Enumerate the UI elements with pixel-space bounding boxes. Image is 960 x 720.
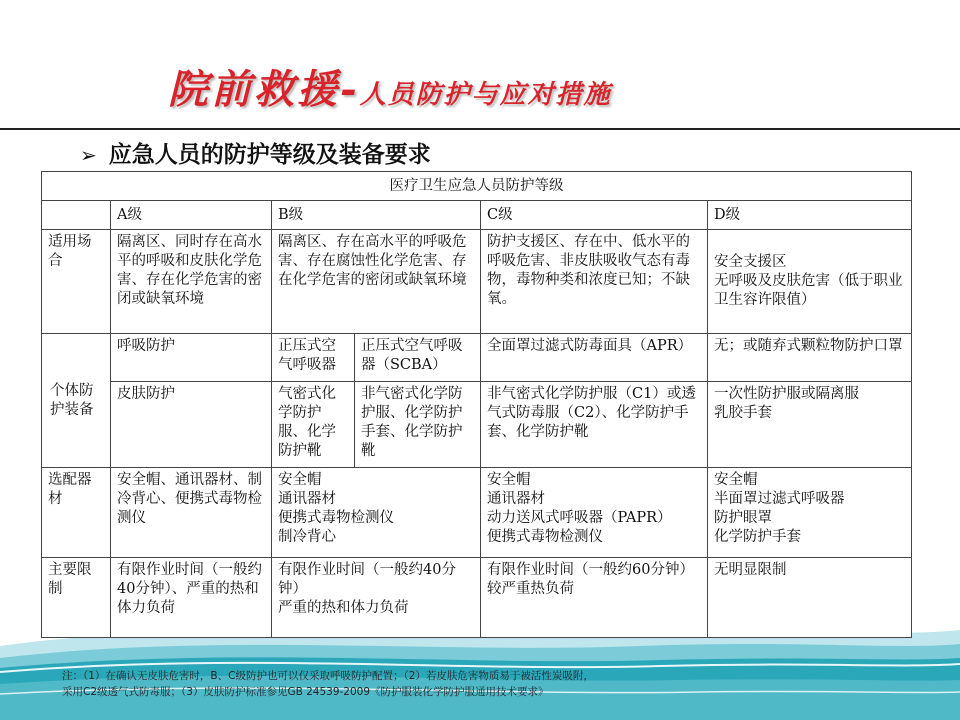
header-level-a: A级 [111,201,272,230]
label-skin: 皮肤防护 [111,382,272,468]
cell-limits-a: 有限作业时间（一般约40分钟）、严重的热和体力负荷 [111,558,272,638]
table-header-row [42,201,912,230]
footnote-line-2: 采用C2级透气式防毒服；（3）皮肤防护标准参见GB 24539-2009《防护服装化学防护服通用技术要求》 [62,686,549,698]
title-sub: 人员防护与应对措施 [359,80,612,110]
section-heading-text: 应急人员的防护等级及装备要求 [108,142,431,168]
table-caption-row [42,172,912,201]
cell-skin-a: 气密式化学防护服、化学防护靴 [272,382,355,468]
header-empty-cell [42,201,111,230]
cell-skin-c: 非气密式化学防护服（C1）或透气式防毒服（C2）、化学防护手套、化学防护靴 [481,382,708,468]
table-row [42,468,912,558]
cell-respiratory-b: 正压式空气呼吸器（SCBA） [355,334,481,382]
table-row [42,230,912,334]
title-divider [0,128,960,130]
table-caption: 医疗卫生应急人员防护等级 [42,172,912,201]
cell-limits-d: 无明显限制 [708,558,912,638]
protection-level-table [41,171,912,638]
row-label-limits: 主要限制 [42,558,111,638]
table-row [42,334,912,382]
cell-applicable-b: 隔离区、存在高水平的呼吸危害、存在腐蚀性化学危害、存在化学危害的密闭或缺氧环境 [272,230,481,334]
cell-skin-d: 一次性防护服或隔离服 乳胶手套 [708,382,912,468]
title-main: 院前救援 [168,66,340,113]
slide-title [168,58,612,114]
cell-optional-a: 安全帽、通讯器材、制冷背心、便携式毒物检测仪 [111,468,272,558]
header-level-c: C级 [481,201,708,230]
cell-applicable-d: 安全支援区 无呼吸及皮肤危害（低于职业卫生容许限值） [708,230,912,334]
section-heading [80,136,431,169]
table-row [42,382,912,468]
arrow-bullet-icon: ➢ [80,143,97,167]
cell-skin-b: 非气密式化学防护服、化学防护手套、化学防护靴 [355,382,481,468]
cell-optional-c: 安全帽 通讯器材 动力送风式呼吸器（PAPR） 便携式毒物检测仪 [481,468,708,558]
cell-optional-b: 安全帽 通讯器材 便携式毒物检测仪 制冷背心 [272,468,481,558]
cell-optional-d: 安全帽 半面罩过滤式呼吸器 防护眼罩 化学防护手套 [708,468,912,558]
cell-respiratory-d: 无；或随弃式颗粒物防护口罩 [708,334,912,382]
table-row [42,558,912,638]
cell-limits-c: 有限作业时间（一般约60分钟） 较严重热负荷 [481,558,708,638]
footnote [62,668,922,700]
footnote-line-1: 注：（1）在确认无皮肤危害时，B、C级防护也可以仅采取呼吸防护配置；（2）若皮肤危害物质易于被活性炭吸附， [62,670,594,682]
header-level-d: D级 [708,201,912,230]
cell-respiratory-a: 正压式空气呼吸器 [272,334,355,382]
cell-applicable-c: 防护支援区、存在中、低水平的呼吸危害、非皮肤吸收气态有毒物，毒物种类和浓度已知；不缺氧。 [481,230,708,334]
title-dash: - [340,66,360,113]
cell-applicable-a: 隔离区、同时存在高水平的呼吸和皮肤化学危害、存在化学危害的密闭或缺氧环境 [111,230,272,334]
row-label-optional: 选配器材 [42,468,111,558]
cell-respiratory-c: 全面罩过滤式防毒面具（APR） [481,334,708,382]
cell-limits-b: 有限作业时间（一般约40分钟） 严重的热和体力负荷 [272,558,481,638]
label-respiratory: 呼吸防护 [111,334,272,382]
row-label-applicable: 适用场合 [42,230,111,334]
header-level-b: B级 [272,201,481,230]
row-label-personal-equipment: 个体防护装备 [42,334,111,468]
